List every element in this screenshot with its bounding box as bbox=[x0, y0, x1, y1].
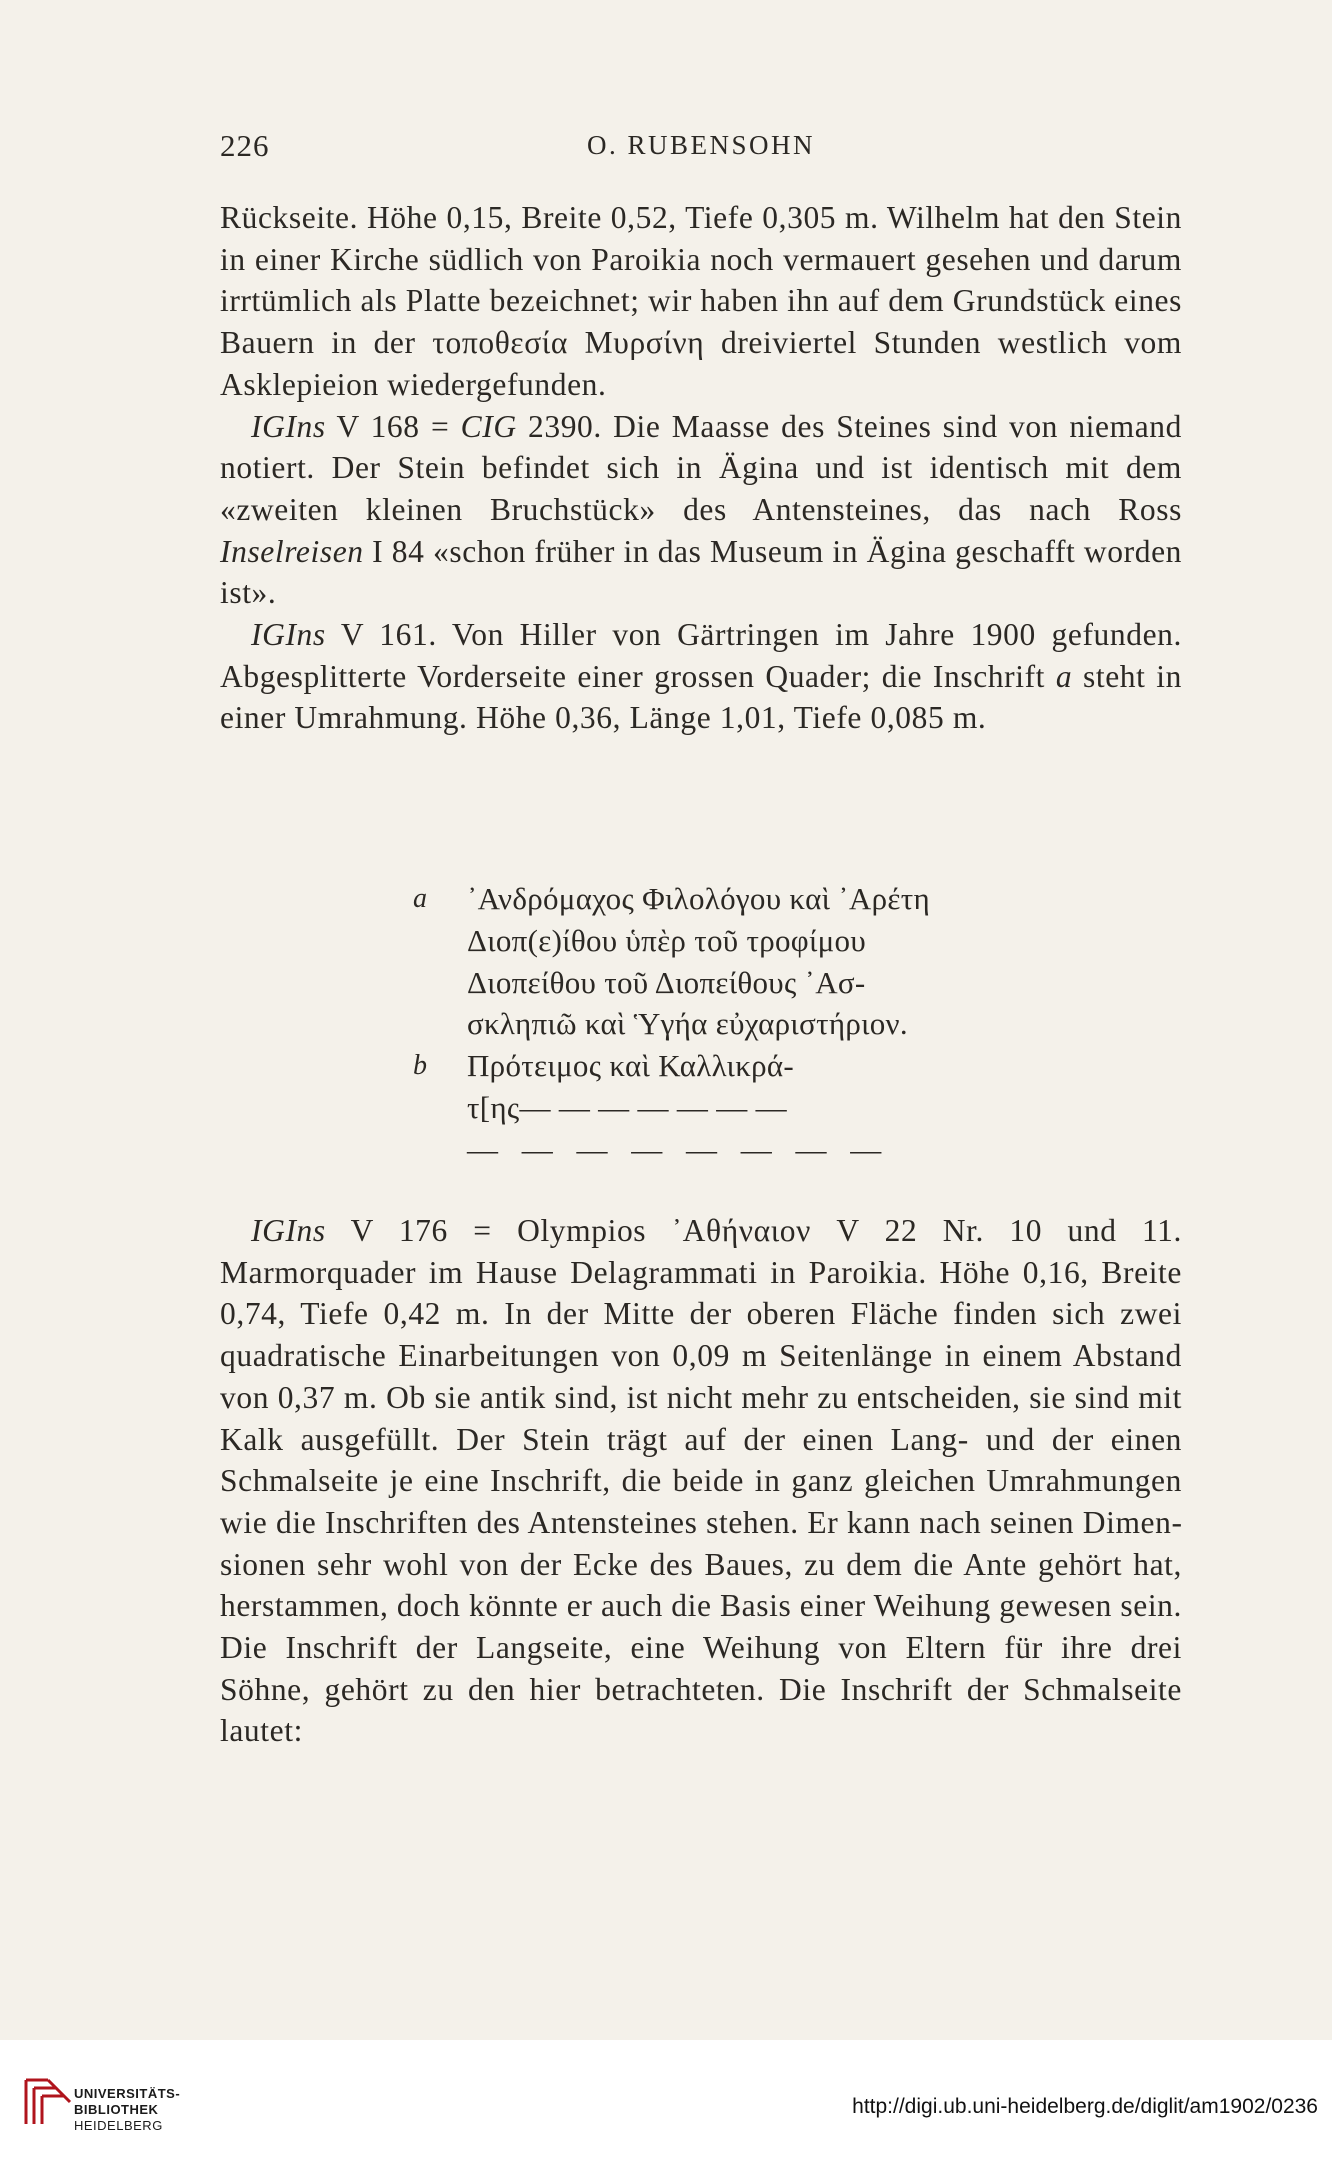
library-footer bbox=[0, 2040, 1332, 2159]
library-name: UNIVERSITÄTS- BIBLIOTHEK HEIDELBERG bbox=[74, 2086, 181, 2133]
reference-igins: IGIns bbox=[251, 408, 326, 444]
inscription-line: σκληπιῶ καὶ Ὑγήα εὐχαριστήριον. bbox=[467, 1006, 908, 1042]
section-2 bbox=[220, 1210, 1182, 1752]
inscription-line: Διοπείθου τοῦ Διοπείθους ᾿Ασ- bbox=[467, 964, 866, 1000]
inscription-label-ref: a bbox=[1055, 658, 1073, 694]
reference-igins: IGIns bbox=[251, 617, 326, 653]
reference-igins: IGIns bbox=[251, 1213, 326, 1248]
inscription-line: τ[ης— — — — — — — bbox=[467, 1089, 787, 1125]
reference-inselreisen: Inselreisen bbox=[220, 533, 364, 569]
text-body bbox=[220, 197, 1182, 739]
running-head: O. RUBENSOHN bbox=[586, 130, 816, 160]
page-header bbox=[220, 128, 1182, 168]
paragraph-3: IGIns V 161. Von Hiller von Gärtringen im Jahre 1900 gefunden. Abgesplitterte Vorderseite einer grossen Quader; die Inschrift a steht in einer Umrahmung. Höhe 0,36, Länge 1,01, Tiefe 0,085 m. bbox=[220, 617, 1182, 736]
source-url-link[interactable]: http://digi.ub.uni-heidelberg.de/diglit/am1902/0236 bbox=[852, 2095, 1318, 2118]
paragraph-2: IGIns V 168 = CIG 2390. Die Maasse des Steines sind von niemand notiert. Der Stein befindet sich in Ägina und ist identisch mit dem «zweiten kleinen Bruchstück» des Antensteines, das nach Ross Inselreisen I 84 «schon früher in das Museum in Ägina geschafft worden ist». bbox=[220, 408, 1182, 611]
greek-inscription bbox=[405, 878, 1025, 1171]
reference-cig: CIG bbox=[460, 408, 517, 444]
inscription-line: a ᾿Ανδρόμαχος Φιλολόγου καὶ ᾿Αρέτη bbox=[405, 878, 1025, 920]
paragraph-1: Rückseite. Höhe 0,15, Breite 0,52, Tiefe 0,305 m. Wilhelm hat den Stein in einer Kirche südlich von Paroikia noch vermauert gesehen und darum irrtümlich als Platte bezeichnet; wir haben ihn auf dem Grundstück eines Bauern in der τοποθεσία Μυρσίνη dreiviertel Stunden westlich vom Asklepieion wiedergefunden. bbox=[220, 200, 1182, 402]
page-number: 226 bbox=[220, 128, 270, 163]
library-logo-icon bbox=[18, 2072, 78, 2132]
inscription-label-b: b bbox=[413, 1050, 427, 1082]
inscription-line: Διοπ(ε)ίθου ὑπὲρ τοῦ τροφίμου bbox=[467, 922, 866, 958]
inscription-line: b Πρότειμος καὶ Καλλικρά- bbox=[405, 1045, 1025, 1087]
inscription-line: — — — — — — — — bbox=[467, 1131, 890, 1167]
paragraph-4: IGIns V 176 = Olympios ᾿Αθήναιον V 22 Nr. 10 und 11. Marmorquader im Hause Delagrammati in Paroikia. Höhe 0,16, Breite 0,74, Tiefe 0,42 m. In der Mitte der oberen Fläche finden sich zwei quadratische Einarbeitungen von 0,09 m Seitenlänge in einem Abstand von 0,37 m. Ob sie antik sind, ist nicht mehr zu entscheiden, sie sind mit Kalk ausgefüllt. Der Stein trägt auf der einen Lang- und der einen Schmalseite je eine Inschrift, die beide in ganz gleichen Umrahmungen wie die Inschriften des Antensteines stehen. Er kann nach seinen Dimensionen sehr wohl von der Ecke des Baues, zu dem die Ante gehört hat, herstammen, doch könnte er auch die Basis einer Weihung gewesen sein. Die Inschrift der Langseite, eine Weihung von Eltern für ihre drei Söhne, gehört zu den hier betrachteten. Die Inschrift der Schmalseite lautet: bbox=[220, 1213, 1183, 1749]
inscription-label-a: a bbox=[413, 883, 427, 914]
